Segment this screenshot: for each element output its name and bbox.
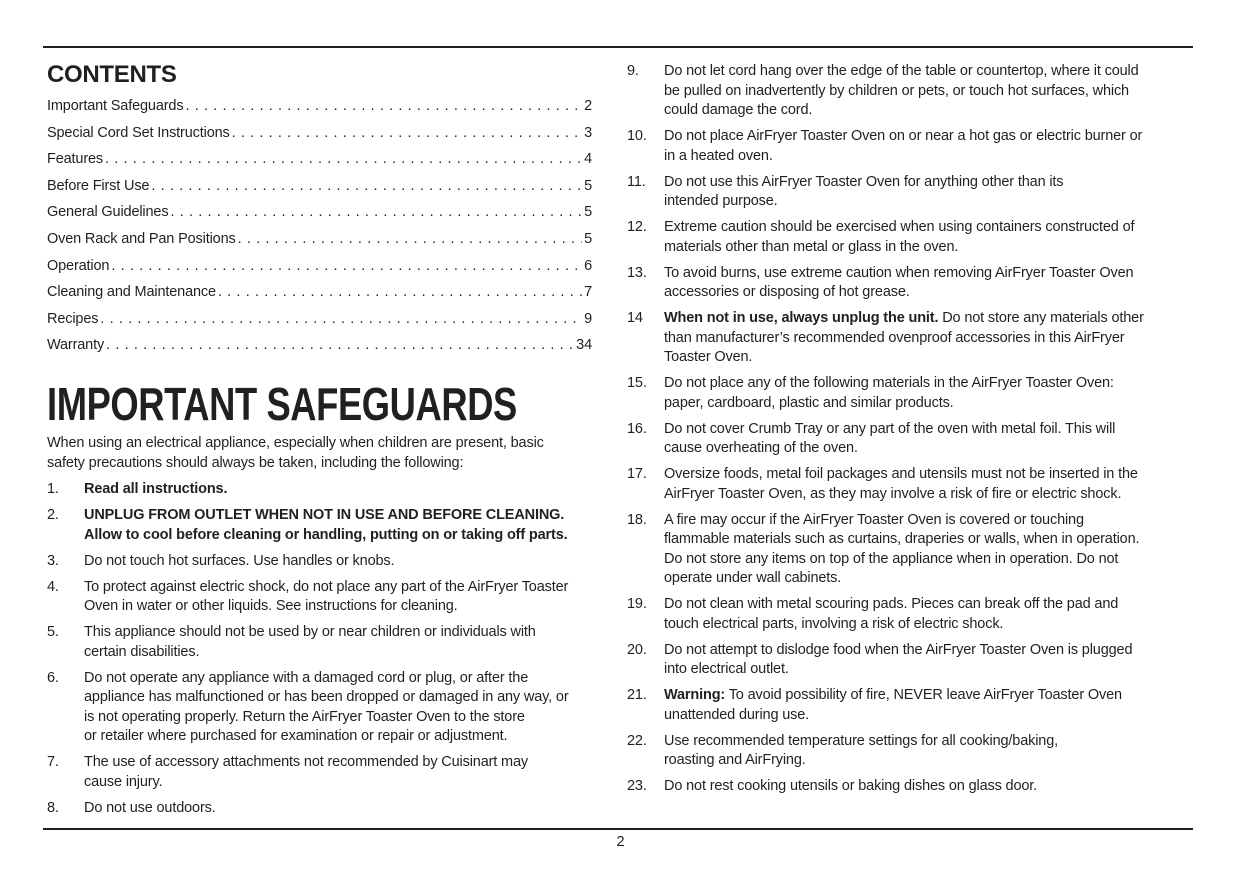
item-text: [84, 578, 568, 617]
toc-entry-label: Important Safeguards: [47, 98, 184, 114]
item-number: 9.: [627, 63, 639, 79]
item-number: 21.: [627, 687, 647, 703]
toc-entry[interactable]: [47, 98, 592, 125]
safeguard-item: [627, 511, 1197, 589]
safeguard-item: [627, 374, 1197, 413]
toc-leader-dots: [105, 151, 582, 167]
item-number: 7.: [47, 754, 59, 770]
item-body-text: Do not operate any appliance with a damaged cord or plug, or after the appliance has malfunctioned or has been dropped or damaged in any way, or is not operating properly. Return the AirFryer Toaster Oven to the store or retailer where purchased for examination or repair or adjustment.: [84, 669, 569, 744]
item-number: 22.: [627, 732, 647, 749]
item-number: 15.: [627, 375, 647, 391]
toc-entry-page: 6: [584, 257, 592, 274]
item-number: 17.: [627, 466, 647, 482]
item-number: 14: [627, 310, 643, 326]
top-rule: [43, 46, 1193, 48]
safeguard-item: [627, 465, 1197, 504]
item-number: 10.: [627, 128, 647, 144]
item-number: 5.: [47, 624, 59, 640]
contents-section: [47, 58, 592, 364]
item-body-text: This appliance should not be used by or near children or individuals with certain disabilities.: [84, 624, 536, 660]
item-body-text: Do not use outdoors.: [84, 799, 216, 816]
toc-entry-page: 3: [584, 124, 592, 141]
toc-entry-label: Warranty: [47, 337, 105, 354]
item-text: [664, 732, 1058, 771]
toc-leader-dots: [185, 98, 582, 114]
safeguard-item: [47, 480, 617, 500]
item-text: [664, 465, 1138, 504]
safeguard-item: [627, 777, 1197, 797]
item-body-text: Do not cover Crumb Tray or any part of the oven with metal foil. This will cause overheating of the oven.: [664, 420, 1116, 456]
page-number: 2: [616, 834, 625, 850]
safeguard-item: [47, 669, 617, 747]
toc-entry[interactable]: [47, 284, 592, 311]
item-text: [664, 173, 1063, 212]
safeguard-item: [47, 578, 617, 617]
toc-leader-dots: [100, 311, 582, 327]
toc-entry[interactable]: [47, 204, 592, 231]
toc-entry-label: Recipes: [47, 310, 99, 327]
toc-leader-dots: [218, 284, 582, 300]
item-body-text: Do not rest cooking utensils or baking dishes on glass door.: [664, 778, 1038, 794]
item-text: [664, 218, 1134, 257]
item-text: [664, 127, 1142, 166]
safeguard-item: [47, 753, 617, 792]
item-number: 13.: [627, 264, 647, 281]
safeguard-item: [627, 309, 1197, 368]
toc-entry-page: 5: [584, 204, 592, 221]
item-text: [84, 799, 216, 819]
toc-entry-page: 34: [576, 337, 592, 354]
safeguard-item: [627, 686, 1197, 725]
toc-entry[interactable]: [47, 125, 592, 152]
safeguards-list-left: [47, 480, 617, 825]
item-number: 12.: [627, 219, 647, 235]
toc-entry-page: 2: [584, 98, 592, 114]
safeguard-item: [47, 799, 617, 819]
item-text: [664, 777, 1037, 797]
toc-entry-page: 9: [584, 310, 592, 327]
toc-leader-dots: [111, 258, 582, 274]
item-body-text: To avoid burns, use extreme caution when removing AirFryer Toaster Oven accessories or disposing of hot grease.: [664, 264, 1134, 300]
item-body-text: Extreme caution should be exercised when using containers constructed of materials other than metal or glass in the oven.: [664, 219, 1135, 255]
safeguards-list-right: [627, 62, 1197, 803]
item-text: [664, 595, 1118, 634]
toc-leader-dots: [151, 178, 582, 194]
safeguard-item: [627, 732, 1197, 771]
contents-title: CONTENTS: [47, 61, 177, 88]
toc-leader-dots: [232, 125, 582, 141]
item-number: 2.: [47, 507, 59, 523]
item-number: 18.: [627, 511, 647, 528]
item-body-text: To avoid possibility of fire, NEVER leave AirFryer Toaster Oven unattended during use.: [664, 687, 1122, 723]
item-text: [84, 552, 394, 572]
item-text: [84, 506, 568, 545]
item-body-text: Do not touch hot surfaces. Use handles or knobs.: [84, 552, 395, 569]
safeguard-item: [627, 173, 1197, 212]
item-text: [664, 511, 1139, 589]
safeguard-item: [627, 595, 1197, 634]
item-bold-text: Read all instructions.: [84, 481, 228, 497]
toc-entry-label: Operation: [47, 257, 110, 274]
item-text: [664, 374, 1114, 413]
item-number: 19.: [627, 596, 647, 612]
item-text: [664, 420, 1115, 459]
item-bold-text: Warning:: [664, 687, 726, 703]
item-text: [84, 669, 569, 747]
item-text: [664, 264, 1133, 303]
safeguard-item: [627, 641, 1197, 680]
item-body-text: Do not place AirFryer Toaster Oven on or near a hot gas or electric burner or in a heated oven.: [664, 128, 1143, 164]
toc-entry[interactable]: [47, 178, 592, 205]
toc-entry[interactable]: [47, 258, 592, 285]
bottom-rule: [43, 828, 1193, 830]
toc-entry-label: Cleaning and Maintenance: [47, 284, 216, 301]
item-body-text: Do not place any of the following materials in the AirFryer Toaster Oven: paper, cardboard, plastic and similar products.: [664, 375, 1114, 411]
toc-entry-label: Oven Rack and Pan Positions: [47, 230, 236, 247]
item-number: 4.: [47, 578, 59, 595]
item-text: [84, 480, 227, 500]
toc-entry-page: 5: [584, 177, 592, 194]
item-number: 20.: [627, 641, 647, 658]
item-body-text: Do not let cord hang over the edge of the table or countertop, where it could be pulled on inadvertently by children or pets, or touch hot surfaces, which could damage the cord.: [664, 63, 1139, 118]
item-number: 6.: [47, 669, 59, 686]
toc-leader-dots: [106, 337, 574, 353]
item-bold-text: When not in use, always unplug the unit.: [664, 310, 939, 326]
toc-leader-dots: [238, 231, 582, 247]
item-number: 16.: [627, 420, 647, 437]
item-number: 11.: [627, 173, 646, 190]
item-body-text: The use of accessory attachments not recommended by Cuisinart may cause injury.: [84, 754, 528, 790]
safeguards-title: IMPORTANT SAFEGUARDS: [47, 378, 517, 430]
item-text: [84, 623, 536, 662]
item-text: [664, 309, 1144, 368]
safeguard-item: [627, 264, 1197, 303]
item-number: 3.: [47, 552, 59, 569]
toc-entry-label: Before First Use: [47, 177, 150, 194]
toc-entry-label: Features: [47, 151, 104, 168]
safeguard-item: [627, 127, 1197, 166]
safeguard-item: [627, 420, 1197, 459]
safeguard-item: [627, 218, 1197, 257]
item-body-text: A fire may occur if the AirFryer Toaster Oven is covered or touching flammable materials such as curtains, draperies or walls, when in operation. Do not store any items on top of the appliance when in operation. Do not operate under wall cabinets.: [664, 511, 1140, 586]
toc-entry[interactable]: [47, 151, 592, 178]
item-number: 1.: [47, 481, 59, 497]
toc-leader-dots: [170, 204, 582, 220]
toc-entry[interactable]: [47, 311, 592, 338]
toc-entry-label: General Guidelines: [47, 204, 169, 221]
item-bold-text: UNPLUG FROM OUTLET WHEN NOT IN USE AND BEFORE CLEANING. Allow to cool before cleaning or handling, putting on or taking off parts.: [84, 507, 568, 543]
toc-entry-label: Special Cord Set Instructions: [47, 124, 230, 141]
item-body-text: Do not use this AirFryer Toaster Oven for anything other than its intended purpose.: [664, 173, 1064, 209]
toc-entry-page: 7: [584, 284, 592, 301]
safeguard-item: [47, 506, 617, 545]
item-body-text: Do not store any materials other than manufacturer’s recommended ovenproof accessories in this AirFryer Toaster Oven.: [664, 310, 1144, 365]
item-text: [664, 686, 1122, 725]
safeguards-intro: When using an electrical appliance, especially when children are present, basic safety precautions should always be taken, including the following:: [47, 435, 544, 471]
item-body-text: Do not attempt to dislodge food when the AirFryer Toaster Oven is plugged into electrical outlet.: [664, 641, 1133, 677]
safeguard-item: [47, 623, 617, 662]
item-body-text: Oversize foods, metal foil packages and utensils must not be inserted in the AirFryer Toaster Oven, as they may involve a risk of fire or electric shock.: [664, 466, 1138, 502]
item-text: [84, 753, 528, 792]
item-body-text: Do not clean with metal scouring pads. Pieces can break off the pad and touch electrical parts, involving a risk of electric shock.: [664, 596, 1119, 632]
safeguard-item: [627, 62, 1197, 121]
item-number: 23.: [627, 778, 647, 794]
safeguard-item: [47, 552, 617, 572]
table-of-contents: [47, 98, 592, 364]
item-body-text: Use recommended temperature settings for all cooking/baking, roasting and AirFrying.: [664, 732, 1058, 768]
toc-entry[interactable]: [47, 231, 592, 258]
item-text: [664, 641, 1132, 680]
toc-entry-page: 4: [584, 151, 592, 168]
item-body-text: To protect against electric shock, do not place any part of the AirFryer Toaster Oven in water or other liquids. See instructions for cleaning.: [84, 578, 569, 614]
toc-entry[interactable]: [47, 337, 592, 364]
item-text: [664, 62, 1139, 121]
item-number: 8.: [47, 799, 59, 816]
toc-entry-page: 5: [584, 230, 592, 247]
